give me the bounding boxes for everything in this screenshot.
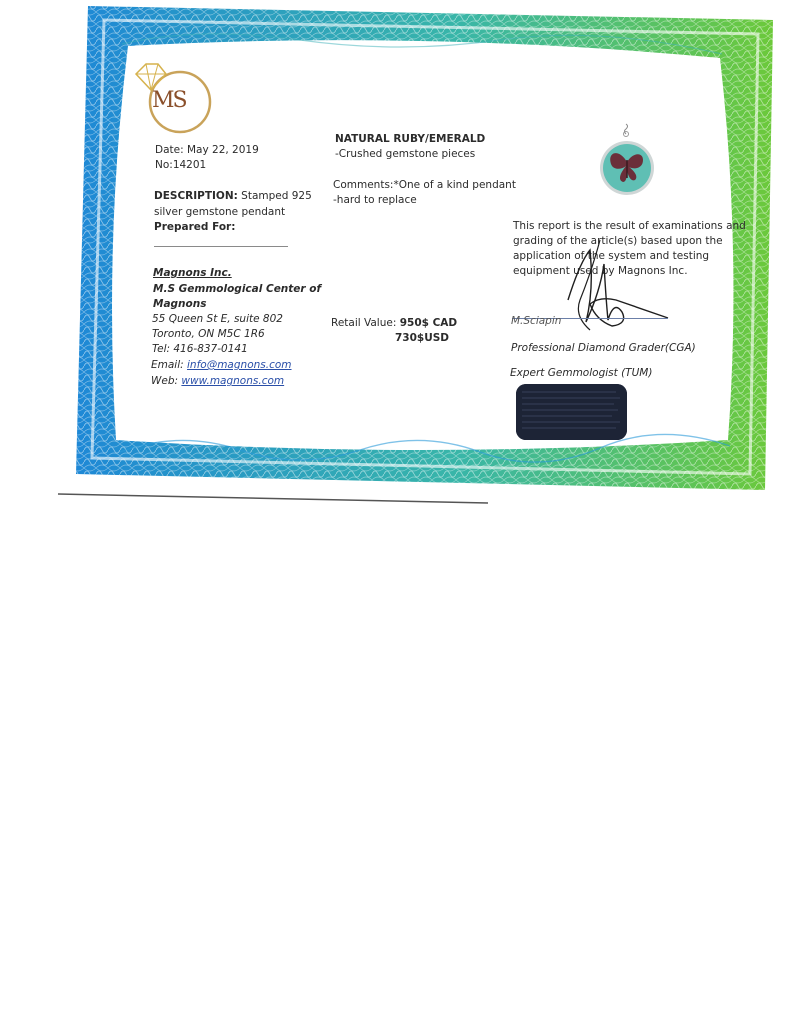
gem-type: NATURAL RUBY/EMERALD xyxy=(335,133,486,145)
company-name: Magnons Inc. xyxy=(153,267,232,279)
signer-title-2: Expert Gemmologist (TUM) xyxy=(510,367,653,379)
logo-monogram: MS xyxy=(152,88,186,113)
email-link[interactable]: info@magnons.com xyxy=(187,359,292,371)
comments-line-1: Comments:*One of a kind pendant xyxy=(333,179,516,191)
center-line-2: Magnons xyxy=(153,298,207,310)
email-label: Email: xyxy=(151,359,188,371)
report-line-1: This report is the result of examinations and xyxy=(513,220,746,232)
number-line: No:14201 xyxy=(155,159,207,171)
report-line-2: grading of the article(s) based upon the xyxy=(513,235,723,247)
description xyxy=(154,189,312,204)
date-line: Date: May 22, 2019 xyxy=(155,144,259,156)
retail-usd: 730$USD xyxy=(395,332,450,344)
signer-title-1: Professional Diamond Grader(CGA) xyxy=(511,342,696,354)
description-text-2: silver gemstone pendant xyxy=(154,206,286,218)
retail-label: Retail Value: xyxy=(331,317,400,329)
butterfly-pendant-image xyxy=(597,122,657,198)
security-stamp xyxy=(516,384,627,440)
address-line-1: 55 Queen St E, suite 802 xyxy=(152,313,283,325)
prepared-for-line xyxy=(154,246,288,247)
web-link[interactable]: www.magnons.com xyxy=(181,375,285,387)
retail-value xyxy=(331,316,457,331)
address-line-2: Toronto, ON M5C 1R6 xyxy=(152,328,265,340)
retail-cad: 950$ CAD xyxy=(399,317,458,329)
center-line-1: M.S Gemmological Center of xyxy=(153,283,322,295)
comments-line-2: -hard to replace xyxy=(333,194,417,206)
report-line-3: application of the system and testing xyxy=(513,250,710,262)
report-line-4: equipment used by Magnons Inc. xyxy=(513,265,688,277)
telephone: Tel: 416-837-0141 xyxy=(152,343,248,355)
gem-detail: -Crushed gemstone pieces xyxy=(335,148,476,160)
prepared-for-label: Prepared For: xyxy=(154,221,236,233)
web-line xyxy=(151,374,284,389)
description-text-1: Stamped 925 xyxy=(237,190,312,202)
security-stamp-pattern xyxy=(516,384,627,440)
signer-name: M.Sciapin xyxy=(511,315,562,327)
email-line xyxy=(151,358,292,373)
description-label: DESCRIPTION: xyxy=(154,190,238,202)
web-label: Web: xyxy=(151,375,182,387)
